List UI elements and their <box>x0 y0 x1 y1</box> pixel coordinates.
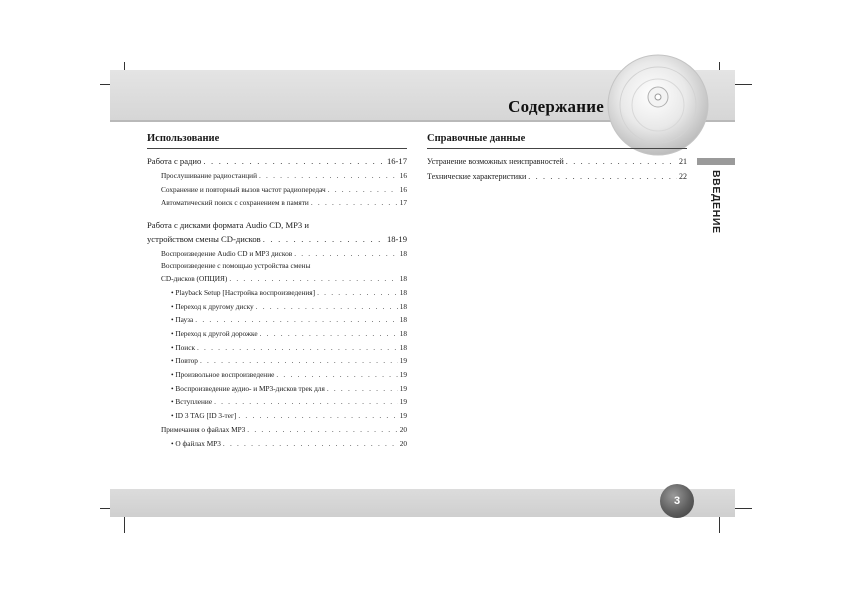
leader-dots <box>223 437 398 451</box>
toc-entry-page: 18 <box>399 315 407 325</box>
toc-bullet-entry[interactable] <box>147 327 407 341</box>
toc-entry-discs-title[interactable]: Работа с дисками формата Audio CD, MP3 и <box>147 220 309 231</box>
toc-bullet-entry[interactable] <box>147 341 407 355</box>
toc-bullet-entry[interactable] <box>147 368 407 382</box>
toc-entry-text: • Произвольное воспроизведение <box>171 370 275 380</box>
toc-subentry[interactable] <box>147 196 407 210</box>
section-side-tab <box>697 158 735 240</box>
toc-bullet-entry[interactable] <box>147 313 407 327</box>
toc-entry-page: 19 <box>399 370 407 380</box>
side-tab-label: ВВЕДЕНИЕ <box>710 170 722 234</box>
leader-dots <box>566 154 677 169</box>
toc-entry-text: CD-дисков (ОПЦИЯ) <box>161 274 228 284</box>
leader-dots <box>259 169 398 183</box>
leader-dots <box>200 354 398 368</box>
toc-entry-text: Работа с радио <box>147 156 202 166</box>
toc-left-column <box>147 133 407 450</box>
toc-entry-troubleshooting[interactable] <box>427 154 687 169</box>
toc-entry-page: 18 <box>399 301 407 311</box>
leader-dots <box>197 341 398 355</box>
toc-entry-page: 18 <box>399 329 407 338</box>
leader-dots <box>229 272 397 286</box>
toc-entry-page: 16 <box>399 171 407 180</box>
toc-bullet-entry[interactable] <box>147 286 407 300</box>
toc-subentry[interactable] <box>147 183 407 197</box>
toc-bullet-entry[interactable] <box>147 395 407 409</box>
toc-entry-text: устройством смены CD-дисков <box>147 233 261 244</box>
leader-dots <box>203 154 385 169</box>
toc-entry-text: • Playback Setup [Настройка воспроизведения] <box>171 287 316 297</box>
toc-entry-text: Воспроизведение Audio CD и MP3 дисков <box>161 248 293 258</box>
toc-right-column <box>427 133 687 184</box>
toc-entry-page: 19 <box>399 356 407 366</box>
leader-dots <box>276 368 397 382</box>
leader-dots <box>328 183 398 197</box>
toc-entry-text: • ID 3 TAG [ID 3-тег] <box>171 411 237 421</box>
toc-entry-text: • Пауза <box>171 315 194 325</box>
toc-entry-page: 19 <box>399 383 407 393</box>
toc-bullet-entry[interactable] <box>147 300 407 314</box>
page-title: Содержание <box>508 97 604 116</box>
toc-entry-page: 19 <box>399 397 407 407</box>
toc-entry-page: 18 <box>399 248 407 258</box>
toc-subentry[interactable] <box>147 169 407 183</box>
toc-entry-discs[interactable] <box>147 232 407 247</box>
toc-entry-page: 18-19 <box>386 233 407 244</box>
toc-entry-radio[interactable] <box>147 154 407 169</box>
toc-entry-text: • Поиск <box>171 342 195 352</box>
toc-entry-text: • Воспроизведение аудио- и MP3-дисков трек для <box>171 383 325 393</box>
toc-subentry[interactable] <box>147 423 407 437</box>
leader-dots <box>317 286 398 300</box>
section-title-reference: Справочные данные <box>427 133 687 149</box>
toc-bullet-entry[interactable] <box>147 437 407 451</box>
leader-dots <box>195 313 397 327</box>
leader-dots <box>327 382 398 396</box>
toc-entry-text: Примечания о файлах MP3 <box>161 424 246 434</box>
leader-dots <box>311 196 398 210</box>
leader-dots <box>238 409 397 423</box>
toc-entry-page: 21 <box>679 157 687 166</box>
toc-subentry[interactable] <box>147 247 407 261</box>
leader-dots <box>263 232 385 247</box>
toc-entry-page: 18 <box>399 342 407 352</box>
toc-bullet-entry[interactable] <box>147 354 407 368</box>
toc-entry-text: Устранение возможных неисправностей <box>427 157 564 166</box>
leader-dots <box>256 300 398 314</box>
leader-dots <box>247 423 397 437</box>
toc-entry-text: Сохранение и повторный вызов частот радиопередач <box>161 184 326 194</box>
side-tab-bar <box>697 158 735 165</box>
page-number-badge: 3 <box>660 484 694 518</box>
toc-entry-page: 17 <box>399 198 407 208</box>
toc-entry-text: Прослушивание радиостанций <box>161 171 257 180</box>
toc-entry-text: • Переход к другой дорожке <box>171 329 258 338</box>
toc-entry-page: 20 <box>399 424 407 434</box>
toc-entry-page: 18 <box>399 287 407 297</box>
toc-entry-page: 18 <box>399 274 407 284</box>
toc-entry-page: 16 <box>399 184 407 194</box>
footer-band <box>110 489 735 517</box>
toc-bullet-entry[interactable] <box>147 382 407 396</box>
leader-dots <box>528 169 677 184</box>
toc-entry-text: Автоматический поиск с сохранением в памяти <box>161 198 309 208</box>
leader-dots <box>294 247 398 261</box>
toc-entry-text: • Переход к другому диску <box>171 301 254 311</box>
toc-bullet-entry[interactable] <box>147 409 407 423</box>
toc-entry-text: • О файлах MP3 <box>171 438 221 448</box>
toc-entry-page: 16-17 <box>386 156 407 166</box>
toc-subentry-line[interactable]: Воспроизведение с помощью устройства смены <box>161 261 311 271</box>
leader-dots <box>260 327 398 341</box>
leader-dots <box>214 395 398 409</box>
section-title-usage: Использование <box>147 133 407 149</box>
toc-entry-page: 22 <box>679 172 687 181</box>
toc-entry-specifications[interactable] <box>427 169 687 184</box>
toc-entry-page: 19 <box>399 411 407 421</box>
toc-subentry[interactable] <box>147 272 407 286</box>
toc-entry-text: • Повтор <box>171 356 198 366</box>
toc-entry-text: Технические характеристики <box>427 172 527 181</box>
toc-entry-page: 20 <box>399 438 407 448</box>
toc-entry-text: • Вступление <box>171 397 213 407</box>
